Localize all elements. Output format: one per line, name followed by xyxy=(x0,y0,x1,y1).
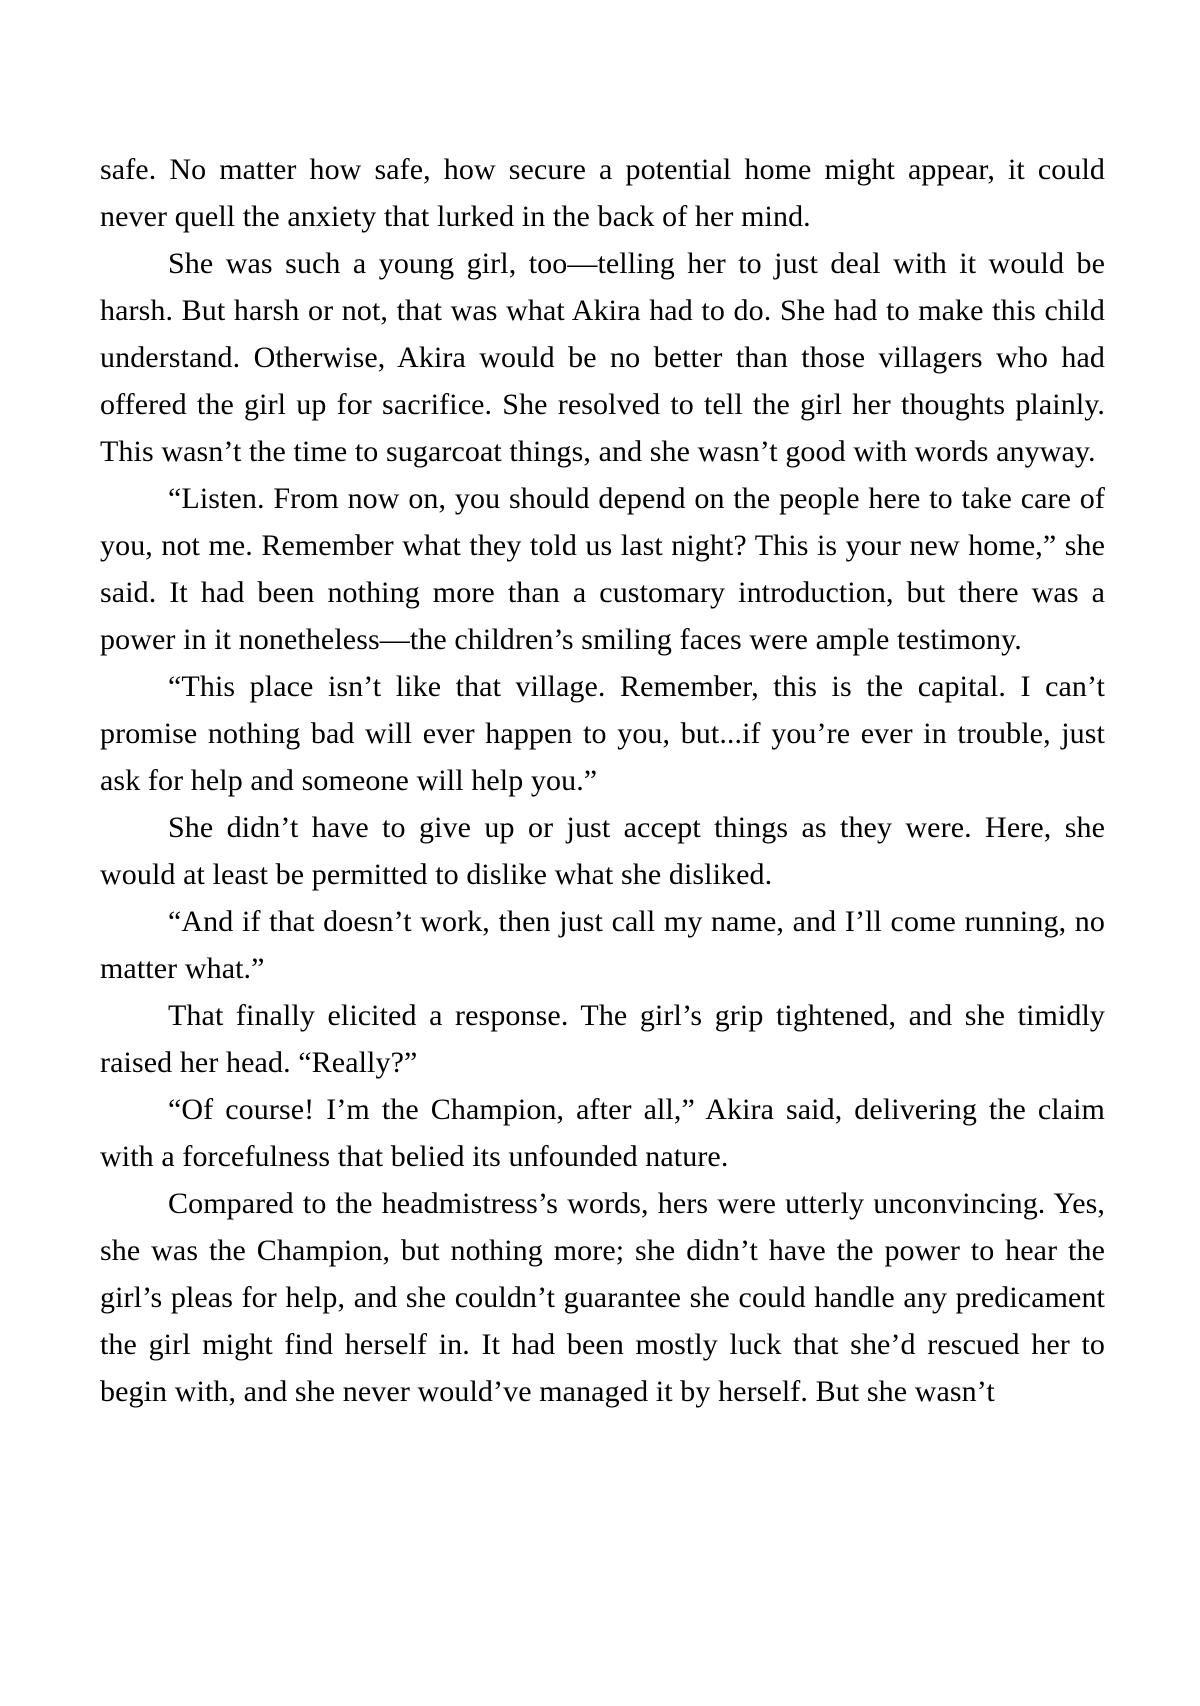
paragraph: “Of course! I’m the Champion, after all,” Akira said, delivering the claim with a forcefulness that belied its unfounded nature. xyxy=(100,1093,1105,1173)
paragraph: “This place isn’t like that village. Remember, this is the capital. I can’t promise nothing bad will ever happen to you, but...if you’re ever in trouble, just ask for help and someone will help you.” xyxy=(100,670,1105,797)
paragraph: She didn’t have to give up or just accept things as they were. Here, she would at least be permitted to dislike what she disliked. xyxy=(100,811,1105,891)
text-block xyxy=(100,146,1105,1415)
paragraph: “And if that doesn’t work, then just call my name, and I’ll come running, no matter what.” xyxy=(100,905,1105,985)
paragraph: That finally elicited a response. The girl’s grip tightened, and she timidly raised her head. “Really?” xyxy=(100,999,1105,1079)
paragraph: “Listen. From now on, you should depend on the people here to take care of you, not me. Remember what they told us last night? This is your new home,” she said. It had been nothing more than a customary introduction, but there was a power in it nonetheless—the children’s smiling faces were ample testimony. xyxy=(100,482,1105,656)
paragraph: Compared to the headmistress’s words, hers were utterly unconvincing. Yes, she was the Champion, but nothing more; she didn’t have the power to hear the girl’s pleas for help, and she couldn’t guarantee she could handle any predicament the girl might find herself in. It had been mostly luck that she’d rescued her to begin with, and she never would’ve managed it by herself. But she wasn’t xyxy=(100,1187,1105,1408)
paragraph: safe. No matter how safe, how secure a potential home might appear, it could never quell the anxiety that lurked in the back of her mind. xyxy=(100,153,1105,233)
paragraph: She was such a young girl, too—telling her to just deal with it would be harsh. But harsh or not, that was what Akira had to do. She had to make this child understand. Otherwise, Akira would be no better than those villagers who had offered the girl up for sacrifice. She resolved to tell the girl her thoughts plainly. This wasn’t the time to sugarcoat things, and she wasn’t good with words anyway. xyxy=(100,247,1105,468)
